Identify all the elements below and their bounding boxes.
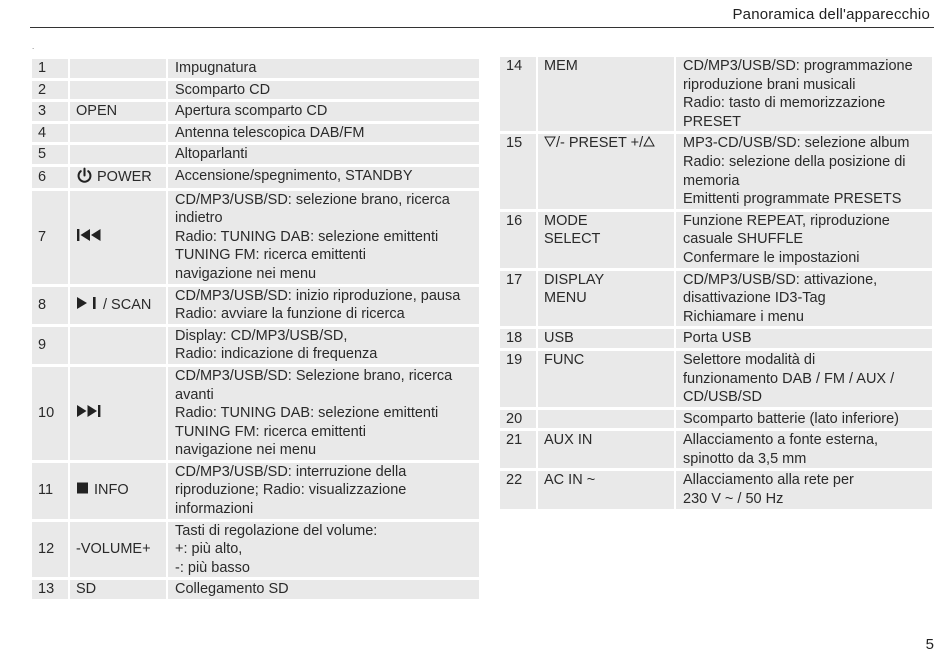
description-line: TUNING FM: ricerca emittenti — [175, 423, 366, 440]
description-line: TUNING FM: ricerca emittenti — [175, 247, 366, 264]
control-label — [70, 463, 166, 519]
description-line: Apertura scomparto CD — [175, 103, 328, 120]
control-label — [538, 57, 674, 131]
row-number: 7 — [32, 191, 68, 284]
description — [676, 410, 932, 429]
description-line: indietro — [175, 210, 223, 227]
play-pause-icon — [76, 296, 103, 315]
control-label — [70, 327, 166, 364]
row-number: 19 — [500, 351, 536, 407]
description — [168, 367, 479, 460]
description — [168, 327, 479, 364]
control-label-text: POWER — [97, 168, 152, 185]
description-line: Radio: indicazione di frequenza — [175, 346, 378, 363]
row-number: 11 — [32, 463, 68, 519]
description-line: Confermare le impostazioni — [683, 249, 860, 266]
control-label — [70, 167, 166, 188]
description-line: Collegamento SD — [175, 581, 289, 598]
row-number: 4 — [32, 124, 68, 143]
control-label — [538, 351, 674, 407]
description-line: Emittenti programmate PRESETS — [683, 191, 902, 208]
control-label — [70, 580, 166, 599]
description-line: Allacciamento alla rete per — [683, 472, 854, 489]
description-line: Impugnatura — [175, 60, 257, 76]
triangle-up-icon — [643, 134, 655, 153]
description-line: Altoparlanti — [175, 146, 248, 163]
row-number: 22 — [500, 471, 536, 508]
control-label — [538, 410, 674, 429]
description-line: Richiamare i menu — [683, 308, 804, 325]
skip-forward-icon — [76, 404, 111, 423]
control-label-text: DISPLAY MENU — [544, 271, 605, 307]
control-label — [70, 81, 166, 100]
control-label-text: -VOLUME+ — [76, 541, 151, 558]
control-label — [538, 471, 674, 508]
description-line: MP3-CD/USB/SD: selezione album — [683, 135, 910, 152]
description — [168, 463, 479, 519]
description-line: informazioni — [175, 501, 254, 518]
description-line: Allacciamento a fonte esterna, — [683, 432, 879, 449]
description-line: avanti — [175, 386, 214, 403]
row-number: 8 — [32, 287, 68, 324]
margin-mark: . — [32, 42, 35, 51]
control-label-text: / SCAN — [103, 296, 152, 313]
description — [676, 134, 932, 208]
row-number: 6 — [32, 167, 68, 188]
description-line: casuale SHUFFLE — [683, 231, 804, 248]
description — [168, 191, 479, 284]
description-line: Funzione REPEAT, riproduzione — [683, 212, 890, 229]
row-number: 17 — [500, 271, 536, 327]
control-label-text: USB — [544, 330, 574, 347]
description-line: Radio: selezione della posizione di — [683, 153, 906, 170]
description-line: CD/MP3/USB/SD: selezione brano, ricerca — [175, 191, 450, 208]
description-line: navigazione nei menu — [175, 265, 317, 282]
row-number: 13 — [32, 580, 68, 599]
row-number: 20 — [500, 410, 536, 429]
description-line: PRESET — [683, 113, 742, 130]
description-line: funzionamento DAB / FM / AUX / — [683, 370, 895, 387]
control-label — [538, 431, 674, 468]
description-line: Radio: avviare la funzione di ricerca — [175, 306, 405, 323]
stop-icon — [76, 481, 94, 500]
triangle-down-icon — [544, 134, 556, 153]
row-number: 12 — [32, 522, 68, 578]
control-label — [70, 145, 166, 164]
description — [168, 102, 479, 121]
row-number: 3 — [32, 102, 68, 121]
control-label — [70, 59, 166, 78]
row-number: 1 — [32, 59, 68, 78]
control-label-text: MODE SELECT — [544, 212, 601, 248]
header-divider — [30, 27, 934, 28]
control-label — [70, 102, 166, 121]
description — [676, 471, 932, 508]
description-line: -: più basso — [175, 559, 250, 576]
control-label-text: INFO — [94, 482, 129, 499]
description — [168, 522, 479, 578]
control-label — [70, 367, 166, 460]
description-line: CD/MP3/USB/SD: inizio riproduzione, pausa — [175, 287, 461, 304]
row-number: 2 — [32, 81, 68, 100]
row-number: 15 — [500, 134, 536, 208]
control-label — [538, 271, 674, 327]
description — [168, 124, 479, 143]
description — [676, 271, 932, 327]
description-line: riproduzione; Radio: visualizzazione — [175, 482, 407, 499]
description — [168, 287, 479, 324]
description-line: navigazione nei menu — [175, 442, 317, 459]
row-number: 9 — [32, 327, 68, 364]
description-line: Scomparto CD — [175, 81, 271, 98]
description — [676, 431, 932, 468]
description-line: Selettore modalità di — [683, 351, 816, 368]
control-label — [70, 522, 166, 578]
description-line: CD/MP3/USB/SD: interruzione della — [175, 463, 407, 480]
control-label — [70, 287, 166, 324]
controls-table-right — [500, 57, 932, 509]
row-number: 5 — [32, 145, 68, 164]
description-line: disattivazione ID3-Tag — [683, 290, 826, 307]
skip-back-icon — [76, 228, 111, 247]
control-label — [70, 124, 166, 143]
description-line: riproduzione brani musicali — [683, 76, 856, 93]
row-number: 18 — [500, 329, 536, 348]
control-label-text: FUNC — [544, 351, 585, 368]
description-line: Tasti di regolazione del volume: — [175, 522, 378, 539]
description — [168, 145, 479, 164]
page-header-title: Panoramica dell'apparecchio — [732, 6, 930, 23]
description-line: +: più alto, — [175, 541, 243, 558]
control-label — [538, 329, 674, 348]
control-label — [538, 212, 674, 268]
controls-table-left — [32, 59, 476, 599]
power-icon — [76, 167, 97, 188]
description — [676, 212, 932, 268]
row-number: 10 — [32, 367, 68, 460]
description-line: 230 V ~ / 50 Hz — [683, 491, 784, 508]
control-label-text: /- PRESET +/ — [556, 135, 644, 152]
description — [168, 167, 479, 188]
description — [676, 57, 932, 131]
description-line: CD/MP3/USB/SD: attivazione, — [683, 271, 878, 288]
row-number: 21 — [500, 431, 536, 468]
control-label-text: AUX IN — [544, 432, 593, 449]
row-number: 14 — [500, 57, 536, 131]
description-line: Porta USB — [683, 330, 752, 347]
control-label — [538, 134, 674, 208]
description-line: Accensione/spegnimento, STANDBY — [175, 167, 413, 184]
description-line: CD/MP3/USB/SD: Selezione brano, ricerca — [175, 367, 453, 384]
description-line: memoria — [683, 172, 740, 189]
description-line: Antenna telescopica DAB/FM — [175, 124, 365, 141]
control-label-text: AC IN ~ — [544, 472, 596, 489]
description — [676, 351, 932, 407]
description-line: Radio: TUNING DAB: selezione emittenti — [175, 228, 439, 245]
description — [168, 580, 479, 599]
description-line: CD/MP3/USB/SD: programmazione — [683, 58, 913, 74]
description-line: CD/USB/SD — [683, 389, 762, 406]
description-line: Display: CD/MP3/USB/SD, — [175, 327, 348, 344]
control-label — [70, 191, 166, 284]
description-line: Radio: tasto di memorizzazione — [683, 95, 886, 112]
description — [168, 59, 479, 78]
description — [676, 329, 932, 348]
row-number: 16 — [500, 212, 536, 268]
control-label-text: SD — [76, 581, 97, 598]
description-line: Radio: TUNING DAB: selezione emittenti — [175, 405, 439, 422]
control-label-text: OPEN — [76, 103, 118, 120]
description-line: spinotto da 3,5 mm — [683, 450, 807, 467]
page-number: 5 — [925, 636, 934, 653]
description — [168, 81, 479, 100]
control-label-text: MEM — [544, 58, 578, 74]
description-line: Scomparto batterie (lato inferiore) — [683, 410, 899, 427]
